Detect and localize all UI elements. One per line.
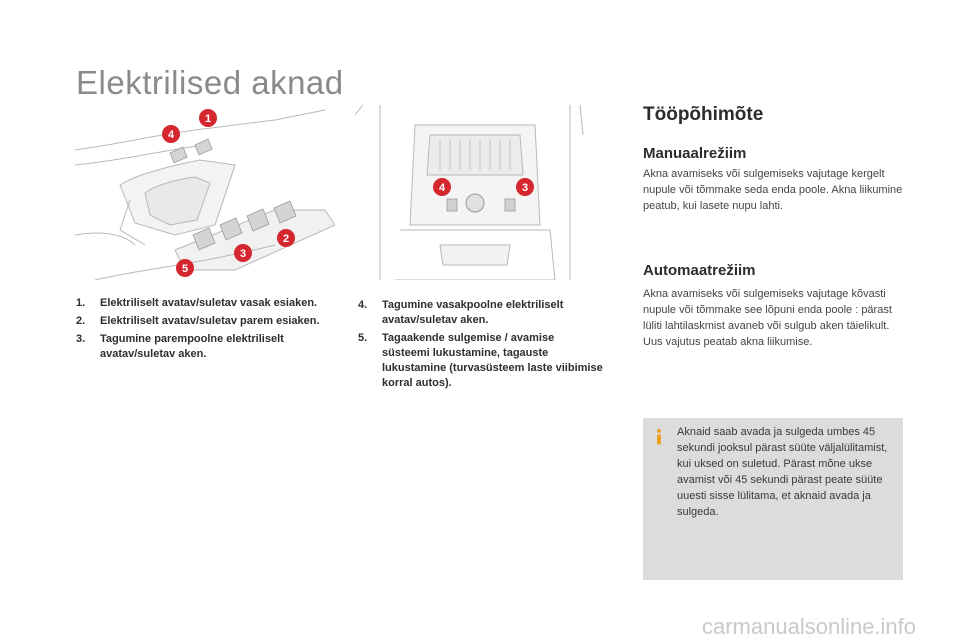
callout-4-rear: 4 <box>438 182 446 194</box>
legend-item <box>76 332 321 362</box>
callout-5: 5 <box>181 263 189 275</box>
callout-3: 3 <box>239 248 247 260</box>
legend-text: Elektriliselt avatav/suletav vasak esiaken. <box>100 297 318 309</box>
legend-number: 3. <box>76 333 86 345</box>
legend-text: Elektriliselt avatav/suletav parem esiaken. <box>100 315 320 327</box>
callout-2: 2 <box>282 233 290 245</box>
legend-text: Tagumine vasakpoolne elektriliselt avatav/suletav aken. <box>382 299 564 326</box>
legend-number: 1. <box>76 297 86 309</box>
manual-mode-heading: Manuaalrežiim <box>643 145 747 162</box>
legend-number: 2. <box>76 315 86 327</box>
legend-item <box>76 314 321 329</box>
page-title: Elektrilised aknad <box>76 64 344 101</box>
legend-left <box>76 296 321 365</box>
legend-text: Tagaakende sulgemise / avamise süsteemi lukustamine, tagauste lukustamine (turvasüsteem laste viibimise korral autos). <box>382 332 603 389</box>
legend-right <box>358 298 603 394</box>
watermark: carmanualsonline.info <box>702 614 917 639</box>
callout-4: 4 <box>167 129 175 141</box>
legend-number: 5. <box>358 332 368 344</box>
info-note-text: Aknaid saab avada ja sulgeda umbes 45 sekundi jooksul pärast süüte väljalülitamist, kui uksed on suletud. Pärast mõne ukse avamist või 45 sekundi pärast peate süüte uuesti sisse lülitama, et aknaid avada ja sulgeda. <box>677 426 888 518</box>
legend-number: 4. <box>358 299 368 311</box>
auto-mode-text: Akna avamiseks või sulgemiseks vajutage kõvasti nupule või tõmmake see lõpuni enda poole : pärast lüliti lahtilaskmist avaneb või sulgub aken täielikult. Uus vajutus peatab akna liikumise. <box>643 288 892 348</box>
manual-mode-text: Akna avamiseks või sulgemiseks vajutage kergelt nupule või tõmmake seda enda poole. Akna liikumine peatub, kui lasete nupu lahti. <box>643 168 903 212</box>
auto-mode-heading: Automaatrežiim <box>643 262 756 279</box>
legend-text: Tagumine parempoolne elektriliselt avatav/suletav aken. <box>100 333 284 360</box>
callout-1: 1 <box>204 113 212 125</box>
legend-item <box>76 296 321 311</box>
callout-3-rear: 3 <box>521 182 529 194</box>
info-icon <box>650 428 668 446</box>
legend-item <box>358 298 603 328</box>
rear-console-illustration <box>355 105 605 280</box>
front-door-switches-illustration <box>75 105 335 280</box>
section-title: Tööpõhimõte <box>643 104 764 125</box>
legend-item <box>358 331 603 391</box>
